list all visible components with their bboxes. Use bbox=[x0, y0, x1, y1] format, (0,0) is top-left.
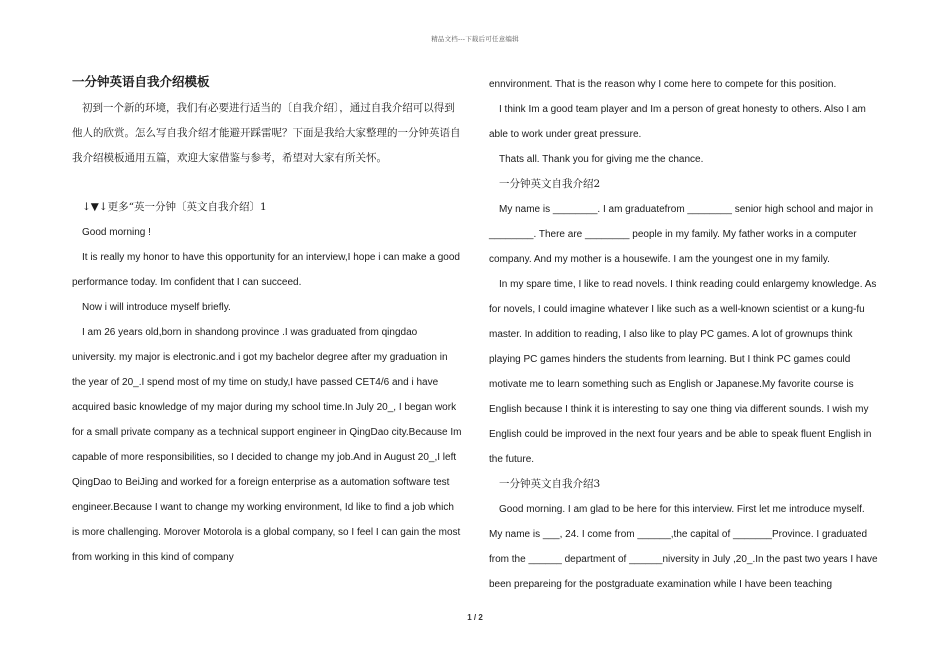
document-title: 一分钟英语自我介绍模板 bbox=[72, 74, 210, 89]
blank-line bbox=[72, 171, 462, 195]
paragraph-introduce: Now i will introduce myself briefly. bbox=[82, 302, 231, 313]
section-1-heading: ↓▼↓更多“英一分钟〔英文自我介绍〕1 bbox=[82, 201, 267, 213]
paragraph-honor: It is really my honor to have this opportunity for an interview,I hope i can make a good performance today. Im confident that I can succeed. bbox=[72, 252, 460, 288]
section-3-heading: 一分钟英文自我介绍3 bbox=[499, 478, 601, 490]
paragraph-greeting: Good morning ! bbox=[82, 227, 151, 238]
section-2-heading: 一分钟英文自我介绍2 bbox=[499, 178, 601, 190]
paragraph-team-player: I think Im a good team player and Im a person of great honesty to others. Also I am able to work under great pressure. bbox=[489, 104, 866, 140]
page-header: 精品文档---下载后可任意编辑 bbox=[431, 35, 519, 43]
paragraph-hobbies: In my spare time, I like to read novels. I think reading could enlargemy knowledge. As for novels, I could imagine whatever I like such as a well-known scientist or a kung-fu master. In addition to reading, I also like to play PC games. A lot of grownups think playing PC games hinders the students from learning. But I think PC games could motivate me to learn something such as English or Japanese.My favorite course is English because I think it is interesting to say one thing via different sounds. I wish my English could be improved in the next four years and be able to speak fluent English in the future. bbox=[489, 279, 877, 465]
intro-paragraph: 初到一个新的环境，我们有必要进行适当的〔自我介绍〕，通过自我介绍可以得到他人的欣赏。怎么写自我介绍才能避开踩雷呢？下面是我给大家整理的一分钟英语自我介绍模板通用五篇，欢迎大家借鉴与参考，希望对大家有所关怀。 bbox=[72, 102, 461, 164]
right-column bbox=[489, 72, 879, 597]
paragraph-continued: ennvironment. That is the reason why I come here to compete for this position. bbox=[489, 79, 837, 90]
paragraph-name-family: My name is ________. I am graduatefrom ________ senior high school and major in ________. There are ________ people in my family. My father works in a computer company. And my mother is a housewife. I am the youngest one in my family. bbox=[489, 204, 874, 265]
paragraph-background: I am 26 years old,born in shandong province .I was graduated from qingdao university. my major is electronic.and i got my bachelor degree after my graduation in the year of 20_.I spend most of my time on study,I have passed CET4/6 and i have acquired basic knowledge of my major during my school time.In July 20_, I began work for a small private company as a technical support engineer in QingDao city.Because Im capable of more responsibilities, so I decided to change my job.And in August 20_,I left QingDao to BeiJing and worked for a foreign enterprise as a automation software test engineer.Because I want to change my working environment, Id like to find a job which is more challenging. Morover Motorola is a global company, so I feel I can gain the most from working in this kind of company bbox=[72, 327, 462, 563]
page-number: 1 / 2 bbox=[467, 613, 483, 622]
paragraph-interview: Good morning. I am glad to be here for this interview. First let me introduce myself. My name is ___, 24. I come from ______,the capital of _______Province. I graduated from the ______ department of ______niversity in July ,20_.In the past two years I have been prepareing for the postgraduate examination while I have been teaching bbox=[489, 504, 878, 590]
left-column bbox=[72, 72, 462, 570]
paragraph-thanks: Thats all. Thank you for giving me the chance. bbox=[499, 154, 704, 165]
